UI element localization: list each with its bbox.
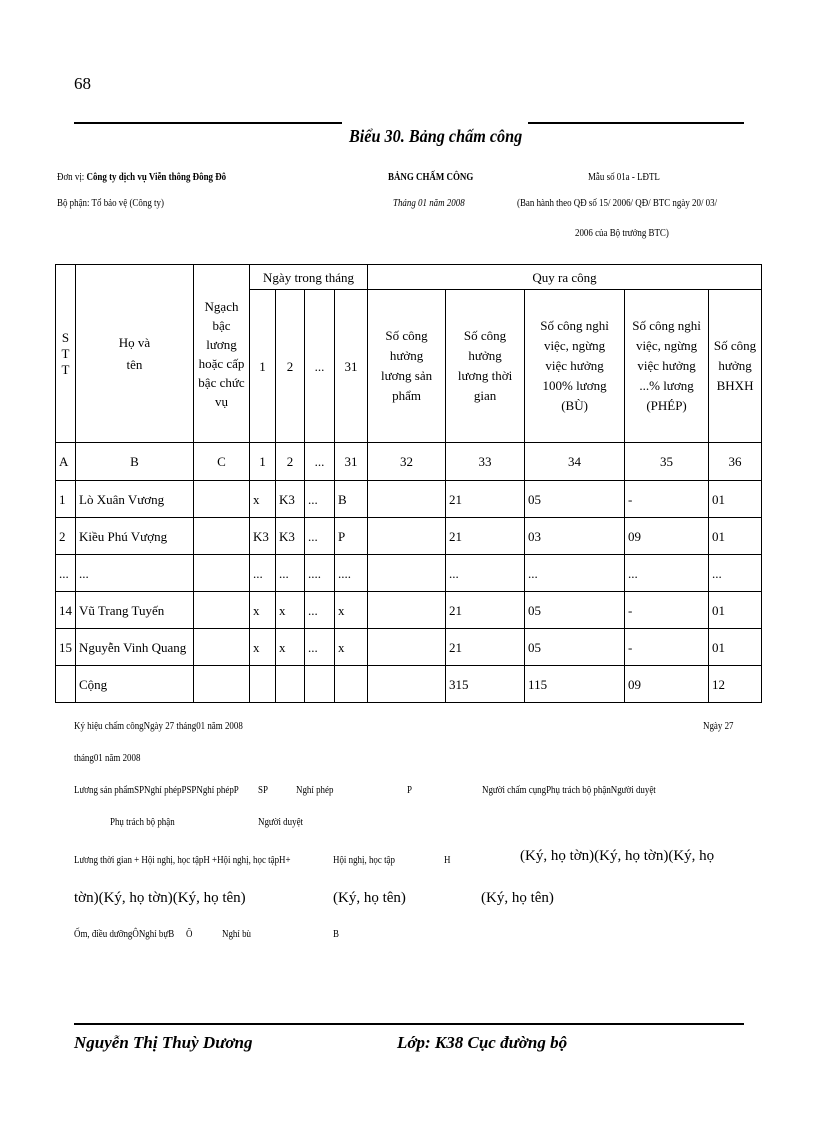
cell-stt xyxy=(56,666,76,703)
footer-class: Lớp: K38 Cục đường bộ xyxy=(397,1033,568,1052)
title-rule-left xyxy=(74,122,342,124)
header-day-ellipsis: ... xyxy=(305,290,335,443)
cell-name: Kiều Phú Vượng xyxy=(76,518,194,555)
table-row xyxy=(56,555,762,592)
header-day-31: 31 xyxy=(335,290,368,443)
cell-36: 01 xyxy=(709,629,762,666)
table-row xyxy=(56,518,762,555)
table-row xyxy=(56,481,762,518)
header-summary-group: Quy ra công xyxy=(368,265,762,290)
cell-day-2: K3 xyxy=(276,518,305,555)
legend-line-7d: B xyxy=(333,929,339,940)
header-name: Họ và tên xyxy=(76,265,194,443)
legend-line-7b: Ô xyxy=(186,929,193,940)
cell-day-31: P xyxy=(335,518,368,555)
cell-day-2: x xyxy=(276,592,305,629)
cell-grade xyxy=(194,555,250,592)
total-row xyxy=(56,666,762,703)
header-stt: S T T xyxy=(56,265,76,443)
cell-32 xyxy=(368,555,446,592)
cell-32 xyxy=(368,592,446,629)
code-cell: A xyxy=(56,443,76,481)
cell-34: ... xyxy=(525,555,625,592)
legend-line-7c: Nghỉ bù xyxy=(222,929,252,940)
cell-day-1: K3 xyxy=(250,518,276,555)
dept-line: Bộ phận: Tổ bảo vệ (Công ty) xyxy=(57,198,164,209)
legend-line-3b: SP xyxy=(258,785,268,796)
cell-day-2: x xyxy=(276,629,305,666)
cell-33: 21 xyxy=(446,592,525,629)
cell-32 xyxy=(368,666,446,703)
period: Tháng 01 năm 2008 xyxy=(393,198,465,209)
cell-35: 09 xyxy=(625,518,709,555)
cell-day-ellipsis: ... xyxy=(305,592,335,629)
cell-day-31: B xyxy=(335,481,368,518)
cell-name: Nguyễn Vinh Quang xyxy=(76,629,194,666)
signature-line-2: tờn)(Ký, họ tờn)(Ký, họ tên) xyxy=(74,890,246,906)
legend-line-5b: Hội nghị, học tập xyxy=(333,855,395,866)
cell-grade xyxy=(194,629,250,666)
header-summary-35: Số công nghỉ việc, ngừng việc hưởng ...% lương (PHÉP) xyxy=(625,290,709,443)
cell-grade xyxy=(194,481,250,518)
legend-line-3e: Người chấm cụngPhụ trách bộ phậnNgười duyệt xyxy=(482,785,656,796)
cell-day-2: ... xyxy=(276,555,305,592)
header-days-group: Ngày trong tháng xyxy=(250,265,368,290)
code-cell: 32 xyxy=(368,443,446,481)
cell-35: - xyxy=(625,481,709,518)
cell-36: 01 xyxy=(709,481,762,518)
code-cell: C xyxy=(194,443,250,481)
cell-day-31: .... xyxy=(335,555,368,592)
header-summary-32: Số công hưởng lương sản phẩm xyxy=(368,290,446,443)
cell-day-31: x xyxy=(335,592,368,629)
doc-title: BẢNG CHẤM CÔNG xyxy=(388,172,474,183)
header-day-1: 1 xyxy=(250,290,276,443)
legend-line-5a: Lương thời gian + Hội nghị, học tậpH +Hội nghị, học tậpH+ xyxy=(74,855,291,866)
total-34: 115 xyxy=(525,666,625,703)
cell-34: 05 xyxy=(525,629,625,666)
cell-32 xyxy=(368,518,446,555)
total-label: Cộng xyxy=(76,666,194,703)
cell-day-ellipsis xyxy=(305,666,335,703)
legend-line-1: Ký hiệu chấm côngNgày 27 tháng01 năm 2008 xyxy=(74,721,243,732)
cell-name: Lò Xuân Vương xyxy=(76,481,194,518)
cell-stt: 2 xyxy=(56,518,76,555)
attendance-table xyxy=(55,264,762,703)
legend-line-3a: Lương sản phẩmSPNghỉ phépPSPNghỉ phépP xyxy=(74,785,239,796)
legend-line-3d: P xyxy=(407,785,412,796)
cell-32 xyxy=(368,629,446,666)
legend-line-7a: Ốm, điều dưỡngÔNghỉ bựB xyxy=(74,929,175,940)
cell-name: ... xyxy=(76,555,194,592)
legend-date-right: Ngày 27 xyxy=(703,721,734,732)
signature-line-1: (Ký, họ tờn)(Ký, họ tờn)(Ký, họ xyxy=(520,848,715,864)
cell-day-1: x xyxy=(250,592,276,629)
header-summary-34: Số công nghỉ việc, ngừng việc hưởng 100% lương (BÙ) xyxy=(525,290,625,443)
unit-label: Đơn vị: xyxy=(57,172,87,183)
code-cell: 34 xyxy=(525,443,625,481)
legend-line-3c: Nghỉ phép xyxy=(296,785,334,796)
code-cell: ... xyxy=(305,443,335,481)
unit-line xyxy=(57,172,226,183)
signature-line-4: (Ký, họ tên) xyxy=(481,890,554,906)
form-number: Mẫu số 01a - LĐTL xyxy=(588,172,660,183)
code-cell: 33 xyxy=(446,443,525,481)
cell-grade xyxy=(194,666,250,703)
issued-line-1: (Ban hành theo QĐ số 15/ 2006/ QĐ/ BTC ngày 20/ 03/ xyxy=(517,198,718,209)
cell-day-ellipsis: .... xyxy=(305,555,335,592)
code-cell: B xyxy=(76,443,194,481)
cell-36: 01 xyxy=(709,518,762,555)
cell-33: 21 xyxy=(446,481,525,518)
footer-rule xyxy=(74,1023,744,1025)
code-cell: 2 xyxy=(276,443,305,481)
cell-day-1: ... xyxy=(250,555,276,592)
unit-name: Công ty dịch vụ Viễn thông Đông Đô xyxy=(86,172,227,183)
cell-day-ellipsis: ... xyxy=(305,481,335,518)
cell-stt: ... xyxy=(56,555,76,592)
code-cell: 36 xyxy=(709,443,762,481)
cell-stt: 14 xyxy=(56,592,76,629)
code-cell: 1 xyxy=(250,443,276,481)
code-row xyxy=(56,443,762,481)
cell-grade xyxy=(194,518,250,555)
issued-line-2: 2006 của Bộ trưởng BTC) xyxy=(575,228,669,239)
header-summary-36: Số công hưởng BHXH xyxy=(709,290,762,443)
total-33: 315 xyxy=(446,666,525,703)
cell-day-31 xyxy=(335,666,368,703)
table-row xyxy=(56,592,762,629)
code-cell: 31 xyxy=(335,443,368,481)
cell-grade xyxy=(194,592,250,629)
legend-line-4a: Phụ trách bộ phận xyxy=(110,817,175,828)
signature-line-3: (Ký, họ tên) xyxy=(333,890,406,906)
title-rule-right xyxy=(528,122,744,124)
cell-34: 05 xyxy=(525,481,625,518)
cell-day-2 xyxy=(276,666,305,703)
cell-33: 21 xyxy=(446,629,525,666)
table-row xyxy=(56,629,762,666)
cell-day-1 xyxy=(250,666,276,703)
cell-36: ... xyxy=(709,555,762,592)
total-35: 09 xyxy=(625,666,709,703)
page-title: Biểu 30. Bảng chấm công xyxy=(349,126,523,146)
cell-33: ... xyxy=(446,555,525,592)
cell-day-ellipsis: ... xyxy=(305,518,335,555)
cell-33: 21 xyxy=(446,518,525,555)
cell-35: ... xyxy=(625,555,709,592)
cell-34: 05 xyxy=(525,592,625,629)
legend-line-2: tháng01 năm 2008 xyxy=(74,753,141,764)
cell-name: Vũ Trang Tuyến xyxy=(76,592,194,629)
legend-line-5c: H xyxy=(444,855,451,866)
cell-day-1: x xyxy=(250,629,276,666)
code-cell: 35 xyxy=(625,443,709,481)
total-36: 12 xyxy=(709,666,762,703)
cell-day-ellipsis: ... xyxy=(305,629,335,666)
cell-stt: 15 xyxy=(56,629,76,666)
cell-day-1: x xyxy=(250,481,276,518)
cell-36: 01 xyxy=(709,592,762,629)
cell-35: - xyxy=(625,592,709,629)
cell-stt: 1 xyxy=(56,481,76,518)
cell-day-31: x xyxy=(335,629,368,666)
header-day-2: 2 xyxy=(276,290,305,443)
header-grade: Ngạch bậc lương hoặc cấp bậc chức vụ xyxy=(194,265,250,443)
cell-34: 03 xyxy=(525,518,625,555)
cell-35: - xyxy=(625,629,709,666)
page-number: 68 xyxy=(74,74,91,93)
legend-line-4b: Người duyệt xyxy=(258,817,304,828)
header-summary-33: Số công hưởng lương thời gian xyxy=(446,290,525,443)
footer-author: Nguyễn Thị Thuỳ Dương xyxy=(74,1033,253,1052)
cell-day-2: K3 xyxy=(276,481,305,518)
cell-32 xyxy=(368,481,446,518)
